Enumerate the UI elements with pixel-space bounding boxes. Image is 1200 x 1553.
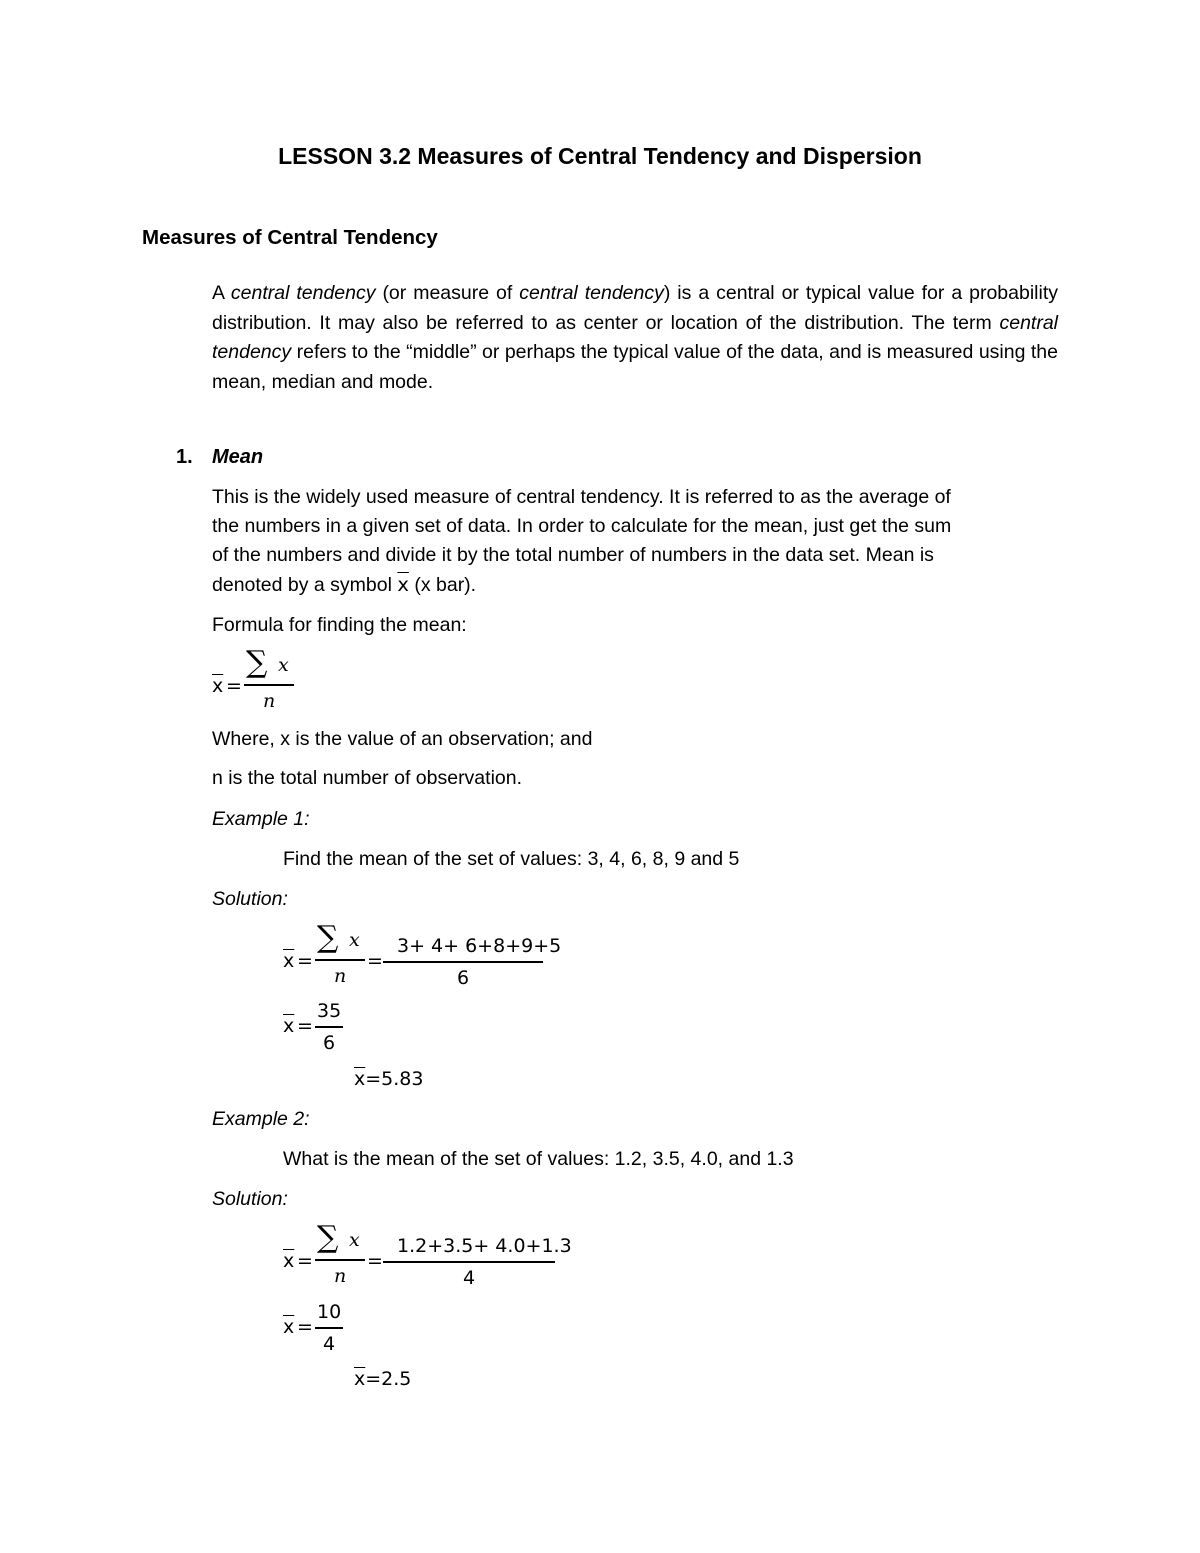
section-heading: Measures of Central Tendency [142,226,438,249]
example-question: What is the mean of the set of values: 1.2, 3.5, 4.0, and 1.3 [283,1148,794,1170]
example-label: Example 1: [212,808,310,830]
formula-numerator-var: x [278,654,289,676]
formula-numerator-var: x [349,1229,360,1251]
count-value: 6 [457,967,470,989]
formula-xbar: $\overline{x}$ [283,1316,295,1338]
formula-xbar: $\overline{x}$ [354,1368,366,1390]
formula-denominator: n [263,690,276,712]
formula-equals: = [226,675,242,697]
sum-expression: 3+ 4+ 6+8+9+5 [397,935,562,957]
formula-xbar: $\overline{x}$ [283,1015,295,1037]
count-value: 4 [463,1267,476,1289]
fraction-bar [315,959,365,961]
result-value: 5.83 [381,1068,424,1090]
formula-equals: = [297,1015,313,1037]
result-line: $\overline{x}=5.83$ [354,1068,424,1090]
fraction-bar [315,1259,365,1261]
sigma-icon: ∑ [317,1220,339,1255]
term-central-tendency: central tendency [519,282,664,304]
count-value: 4 [323,1333,336,1355]
count-value: 6 [323,1032,336,1054]
fraction-bar [315,1026,343,1028]
formula-equals: = [297,1316,313,1338]
fraction-bar [383,961,543,963]
formula-denominator: n [334,1265,347,1287]
solution-label: Solution: [212,888,288,910]
list-number: 1. [176,446,193,468]
formula-equals: = [367,1250,383,1272]
mean-description-line: the numbers in a given set of data. In order to calculate for the mean, just get the sum [212,515,952,537]
total-fraction [315,1000,343,1058]
where-line: Where, x is the value of an observation; and [212,728,593,750]
example-question: Find the mean of the set of values: 3, 4, 6, 8, 9 and 5 [283,848,740,870]
formula-fraction [315,1220,365,1287]
formula-equals: = [367,950,383,972]
mean-description-line: This is the widely used measure of central tendency. It is referred to as the average of [212,486,951,508]
result-value: 2.5 [381,1368,412,1390]
sum-fraction [383,935,562,993]
formula-fraction [244,645,294,712]
solution-label: Solution: [212,1188,288,1210]
fraction-bar [244,684,294,686]
sigma-icon: ∑ [317,920,339,955]
term-central-tendency: central tendency [230,282,376,304]
intro-paragraph: A central tendency (or measure of central tendency) is a central or typical value for a probability distribution. It may also be referred to as center or location of the distribution. The term central tendency refers to the “middle” or perhaps the typical value of the data, and is measured using the mean, median and mode. [212,282,1059,393]
result-line: $\overline{x}=2.5$ [354,1368,412,1390]
formula-denominator: n [334,965,347,987]
formula-equals: = [297,1250,313,1272]
fraction-bar [383,1261,555,1263]
formula-fraction [315,920,365,987]
formula-xbar: $\overline{x}$ [354,1068,366,1090]
formula-label: Formula for finding the mean: [212,614,467,636]
list-item-title: Mean [212,446,264,468]
formula-xbar: $\overline{x}$ [283,1250,295,1272]
sigma-icon: ∑ [246,645,268,680]
xbar-symbol: $\overline{x}$ [397,573,409,596]
formula-xbar: $\overline{x}$ [283,950,295,972]
term-central-tendency: central tendency [212,311,1058,363]
mean-description-line: denoted by a symbol $\overline{x}$ (x bar). [212,573,477,596]
formula-xbar: $\overline{x}$ [212,675,224,697]
where-line: n is the total number of observation. [212,767,523,789]
formula-equals: = [297,950,313,972]
sum-fraction [383,1235,572,1293]
example-label: Example 2: [212,1108,310,1130]
formula-numerator-var: x [349,929,360,951]
total-value: 10 [317,1301,342,1323]
sum-expression: 1.2+3.5+ 4.0+1.3 [397,1235,572,1257]
total-value: 35 [317,1000,342,1022]
fraction-bar [315,1327,343,1329]
page-title: LESSON 3.2 Measures of Central Tendency and Dispersion [278,143,922,169]
total-fraction [315,1301,343,1359]
mean-description-line: of the numbers and divide it by the total number of numbers in the data set. Mean is [212,544,934,566]
